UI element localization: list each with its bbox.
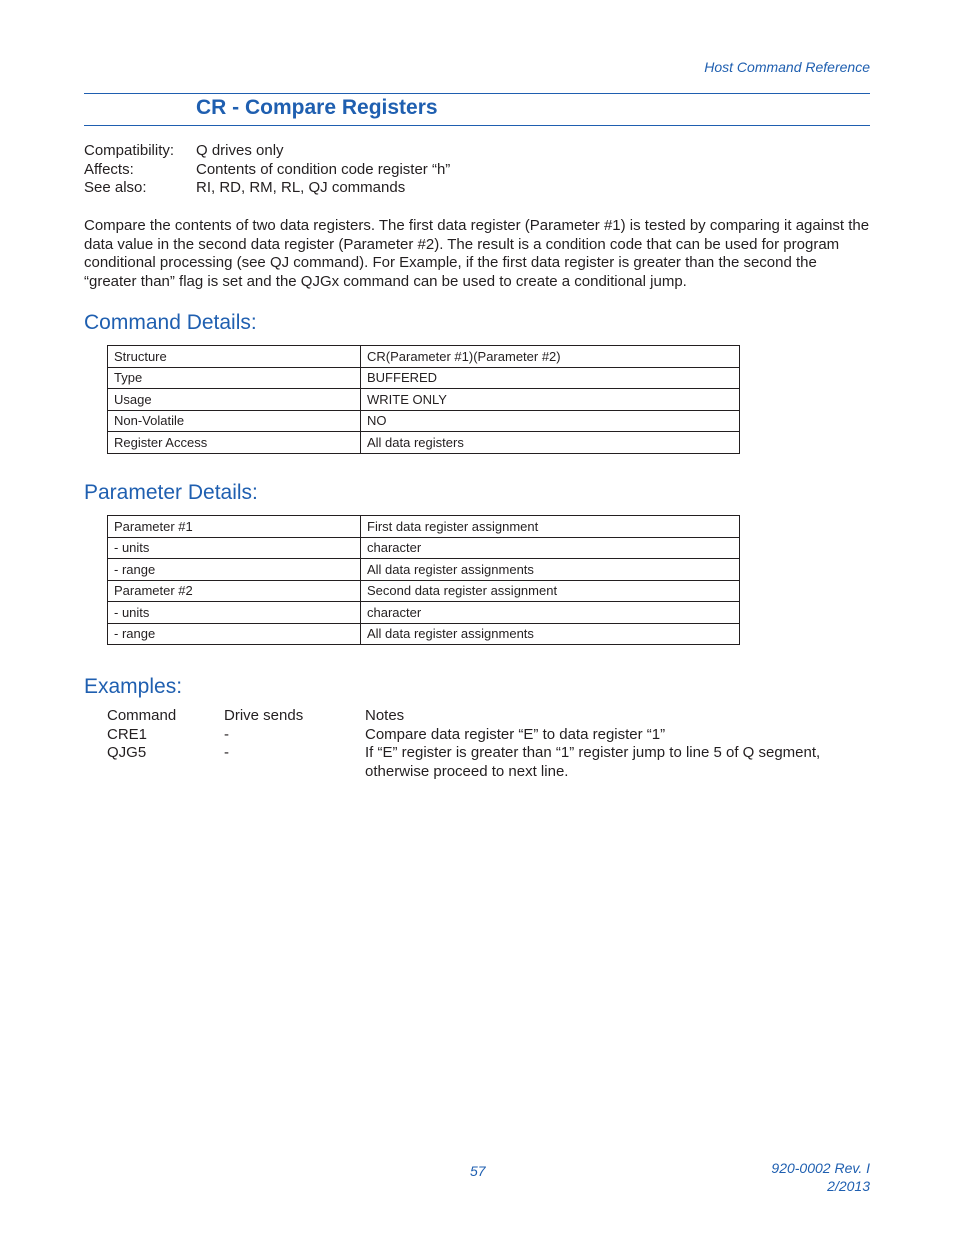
meta-row-compatibility <box>84 142 450 161</box>
example-command: CRE1 <box>107 725 148 743</box>
table-cell: WRITE ONLY <box>361 389 740 411</box>
table-row <box>108 389 740 411</box>
table-cell: Parameter #2 <box>108 580 361 602</box>
table-cell: - range <box>108 623 361 645</box>
table-cell: Structure <box>108 346 361 368</box>
table-cell: - units <box>108 602 361 624</box>
table-row <box>108 410 740 432</box>
description: Compare the contents of two data registers. The first data register (Parameter #1) is tested by comparing it against the data value in the second data register (Parameter #2). The result is a condition code that can be used for program conditional processing (see QJ command). For Example, if the first data register is greater than the second the “greater than” flag is set and the QJGx command can be used to create a conditional jump. <box>84 217 870 290</box>
table-cell: character <box>361 602 740 624</box>
meta-key: See also: <box>84 179 147 196</box>
parameter-details-table <box>107 515 740 645</box>
examples-heading: Examples: <box>84 675 183 698</box>
table-cell: - units <box>108 537 361 559</box>
example-row <box>107 744 855 781</box>
column-header: Command <box>107 707 177 724</box>
table-row <box>108 346 740 368</box>
table-row <box>108 367 740 389</box>
example-command: QJG5 <box>107 744 147 762</box>
table-row <box>108 602 740 624</box>
table-cell: All data registers <box>361 432 740 454</box>
parameter-details-heading: Parameter Details: <box>84 481 258 504</box>
meta-key: Affects: <box>84 160 134 178</box>
command-details-heading: Command Details: <box>84 311 257 334</box>
meta-info <box>84 142 450 198</box>
page-number: 57 <box>470 1163 486 1179</box>
page-title: CR - Compare Registers <box>196 96 438 119</box>
examples-table <box>107 707 855 781</box>
table-cell: BUFFERED <box>361 367 740 389</box>
table-cell: All data register assignments <box>361 623 740 645</box>
title-bar <box>84 93 870 126</box>
table-row <box>108 537 740 559</box>
doc-date: 2/2013 <box>827 1178 870 1194</box>
table-cell: Parameter #1 <box>108 516 361 538</box>
example-notes: If “E” register is greater than “1” register jump to line 5 of Q segment, otherwise proceed to next line. <box>365 744 821 780</box>
table-row <box>108 580 740 602</box>
example-drive-sends: - <box>224 744 229 762</box>
meta-key: Compatibility: <box>84 142 175 159</box>
table-cell: Register Access <box>108 432 361 454</box>
table-cell: First data register assignment <box>361 516 740 538</box>
table-cell: All data register assignments <box>361 559 740 581</box>
example-notes: Compare data register “E” to data register “1” <box>365 725 666 743</box>
table-cell: - range <box>108 559 361 581</box>
command-details-table <box>107 345 740 454</box>
header-reference: Host Command Reference <box>704 59 870 75</box>
table-row <box>108 516 740 538</box>
table-row <box>108 559 740 581</box>
column-header: Notes <box>365 707 405 724</box>
table-cell: Type <box>108 367 361 389</box>
table-cell: Non-Volatile <box>108 410 361 432</box>
table-cell: CR(Parameter #1)(Parameter #2) <box>361 346 740 368</box>
table-cell: character <box>361 537 740 559</box>
examples-header-row <box>107 707 855 726</box>
meta-value: RI, RD, RM, RL, QJ commands <box>196 179 406 196</box>
meta-value: Q drives only <box>196 142 284 159</box>
example-row <box>107 726 855 745</box>
table-row <box>108 623 740 645</box>
column-header: Drive sends <box>224 707 304 724</box>
meta-value: Contents of condition code register “h” <box>196 160 451 178</box>
table-cell: Second data register assignment <box>361 580 740 602</box>
doc-number: 920-0002 Rev. I <box>771 1160 870 1176</box>
table-cell: Usage <box>108 389 361 411</box>
doc-revision <box>771 1159 870 1195</box>
table-row <box>108 432 740 454</box>
meta-row-see-also <box>84 179 450 198</box>
table-cell: NO <box>361 410 740 432</box>
example-drive-sends: - <box>224 725 229 743</box>
meta-row-affects <box>84 161 450 180</box>
